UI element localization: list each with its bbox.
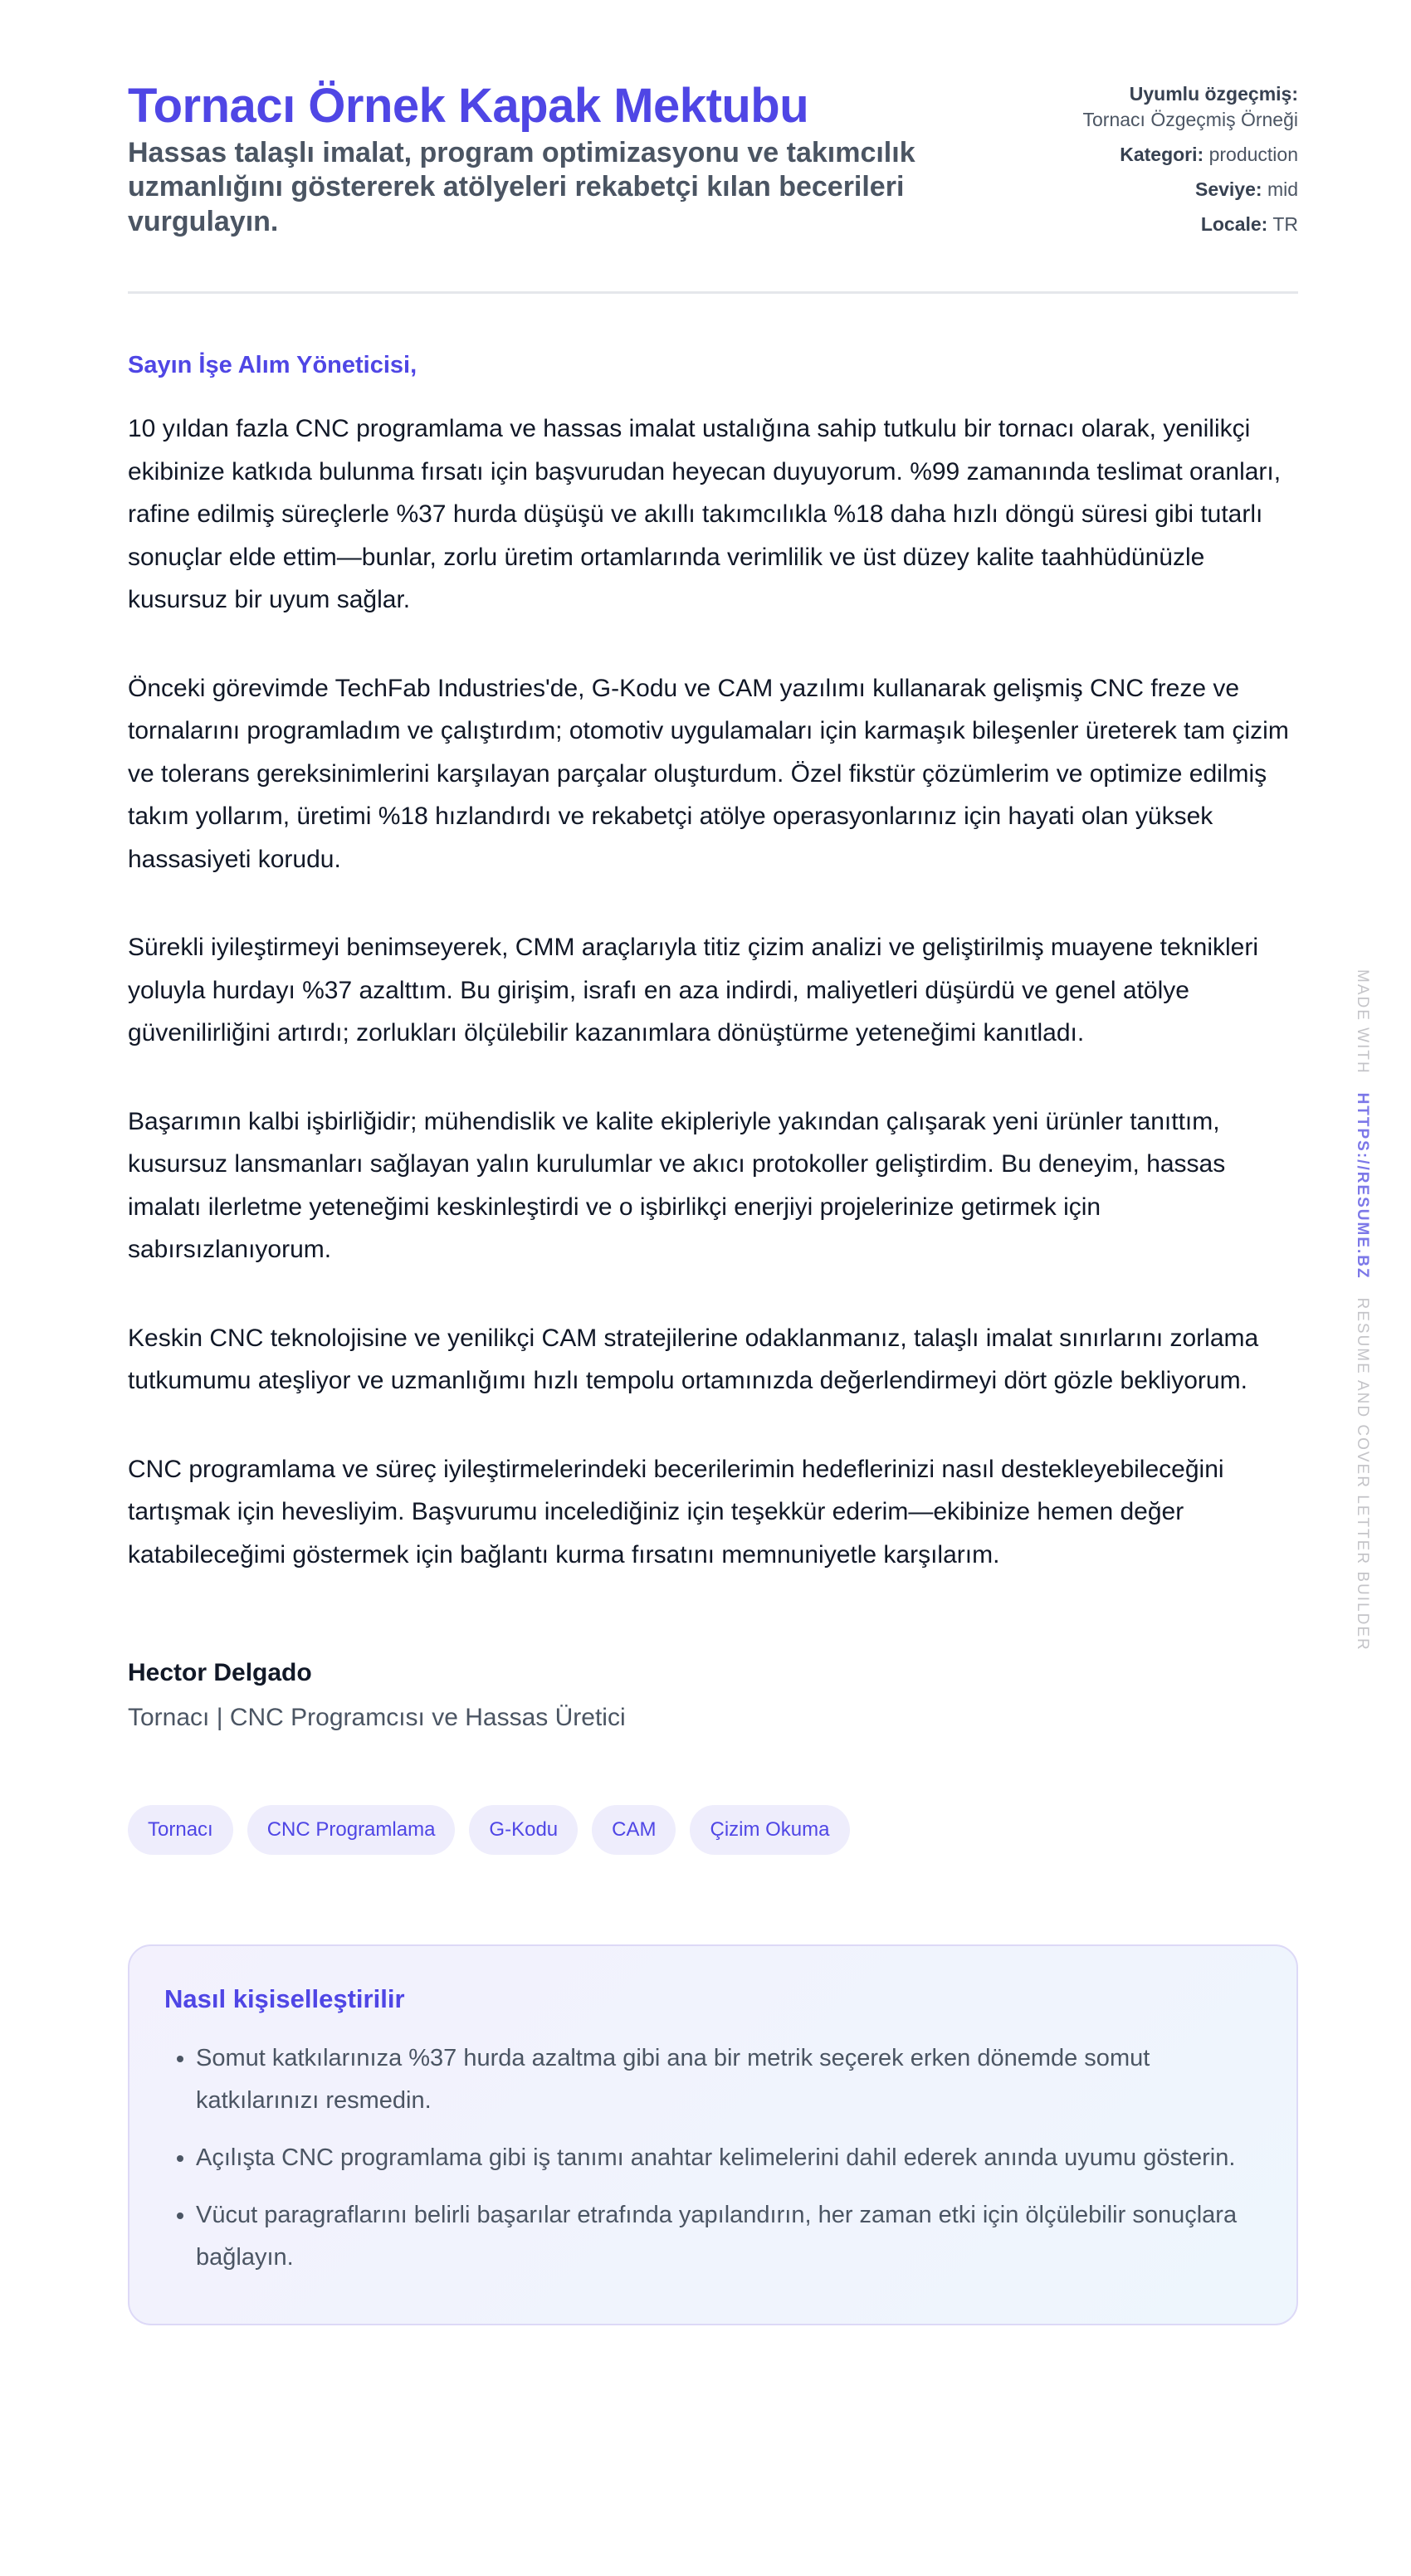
watermark-link[interactable]: HTTPS://RESUME.BZ (1354, 1092, 1371, 1280)
watermark (1353, 969, 1371, 1651)
signature-name: Hector Delgado (128, 1659, 312, 1687)
tag[interactable]: CAM (592, 1805, 676, 1855)
header-text (128, 80, 1008, 239)
page-title: Tornacı Örnek Kapak Mektubu (128, 79, 809, 133)
cover-letter-page (128, 80, 1298, 2325)
tag[interactable]: CNC Programlama (247, 1805, 456, 1855)
tag-list (128, 1805, 1298, 1855)
meta-category (1082, 142, 1298, 168)
meta-locale-label: Locale: (1200, 213, 1268, 236)
meta-resume (1082, 81, 1298, 133)
personalization-tips (128, 1944, 1298, 2325)
tag[interactable]: Tornacı (128, 1805, 233, 1855)
page-subtitle: Hassas talaşlı imalat, program optimizasyonu ve takımcılık uzmanlığını göstererek atölyeleri rekabetçi kılan becerileri vurgulayın. (128, 136, 915, 237)
letter-paragraph: 10 yıldan fazla CNC programlama ve hassas imalat ustalığına sahip tutkulu bir tornacı olarak, yenilikçi ekibinize katkıda bulunma fırsatı için başvurudan heyecan duyuyorum. %99 zamanında teslimat oranları, rafine edilmiş süreçlerle %37 hurda düşüşü ve akıllı takımcılıkla %18 daha hızlı döngü süresi gibi tutarlı sonuçlar elde ettim—bunlar, zorlu üretim ortamlarında verimlilik ve üst düzey kalite taahhüdünüzle kusursuz bir uyum sağlar. (128, 415, 1282, 614)
letter-paragraph: Keskin CNC teknolojisine ve yenilikçi CAM stratejilerine odaklanmanız, talaşlı imalat sınırlarını zorlama tutkumumu ateşliyor ve uzmanlığımı hızlı tempolu ortamınızda değerlendirmeyi dört gözle bekliyorum. (128, 1324, 1259, 1395)
meta-locale (1082, 212, 1298, 237)
tag[interactable]: Çizim Okuma (690, 1805, 849, 1855)
meta-category-value: production (1208, 144, 1298, 166)
tip-item: • Vücut paragraflarını belirli başarılar etrafında yapılandırın, her zaman etki için ölçülebilir sonuçlara bağlayın. (196, 2194, 1262, 2279)
meta-info (1082, 80, 1298, 246)
tips-list (164, 2037, 1262, 2279)
meta-level (1082, 177, 1298, 202)
tag[interactable]: G-Kodu (469, 1805, 578, 1855)
letter-paragraph: Sürekli iyileştirmeyi benimseyerek, CMM araçlarıyla titiz çizim analizi ve geliştirilmiş muayene teknikleri yoluyla hurdayı %37 azalttım. Bu girişim, israfı en aza indirdi, maliyetleri düşürdü ve genel atölye güvenilirliğini artırdı; zorlukları ölçülebilir kazanımlara dönüştürme yeteneğimi kanıtladı. (128, 934, 1259, 1047)
tip-item: • Açılışta CNC programlama gibi iş tanımı anahtar kelimelerini dahil ederek anında uyumu gösterin. (196, 2137, 1262, 2179)
tips-title: Nasıl kişiselleştirilir (164, 1984, 405, 2014)
meta-resume-label: Uyumlu özgeçmiş: (1129, 83, 1298, 105)
signature-role: Tornacı | CNC Programcısı ve Hassas Üretici (128, 1704, 626, 1732)
tip-item: • Somut katkılarınıza %37 hurda azaltma gibi ana bir metrik seçerek erken dönemde somut katkılarınızı resmedin. (196, 2037, 1262, 2122)
letter-paragraph: Başarımın kalbi işbirliğidir; mühendislik ve kalite ekipleriyle yakından çalışarak yeni ürünler tanıttım, kusursuz lansmanları sağlayan yalın kurulumlar ve akıcı protokoller geliştirdim. Bu deneyim, hassas imalatı ilerletme yeteneğimi keskinleştirdi ve o işbirlikçi enerjiyi projelerinize getirmek için sabırsızlanıyorum. (128, 1107, 1226, 1264)
meta-category-label: Kategori: (1120, 144, 1204, 166)
greeting: Sayın İşe Alım Yöneticisi, (128, 352, 417, 379)
meta-level-value: mid (1267, 178, 1298, 201)
header (128, 80, 1298, 294)
meta-resume-link[interactable]: Tornacı Özgeçmiş Örneği (1082, 109, 1298, 131)
letter-paragraph: Önceki görevimde TechFab Industries'de, G-Kodu ve CAM yazılımı kullanarak gelişmiş CNC freze ve tornalarını programladım ve çalıştırdım; otomotiv uygulamaları için karmaşık bileşenler üreterek tam çizim ve tolerans gereksinimlerini karşılayan parçalar oluşturdum. Özel fikstür çözümlerim ve optimize edilmiş takım yollarım, üretimi %18 hızlandırdı ve rekabetçi atölye operasyonlarınız için hayati olan yüksek hassasiyeti korudu. (128, 674, 1289, 873)
meta-level-label: Seviye: (1194, 178, 1262, 201)
watermark-suffix: RESUME AND COVER LETTER BUILDER (1354, 1297, 1371, 1651)
watermark-prefix: MADE WITH (1354, 969, 1371, 1075)
meta-locale-value: TR (1272, 213, 1298, 236)
letter-paragraph: CNC programlama ve süreç iyileştirmelerindeki becerilerimin hedeflerinizi nasıl destekleyebileceğini tartışmak için hevesliyim. Başvurumu incelediğiniz için teşekkür ederim—ekibinize hemen değer katabileceğimi göstermek için bağlantı kurma fırsatını memnuniyetle karşılarım. (128, 1455, 1224, 1569)
